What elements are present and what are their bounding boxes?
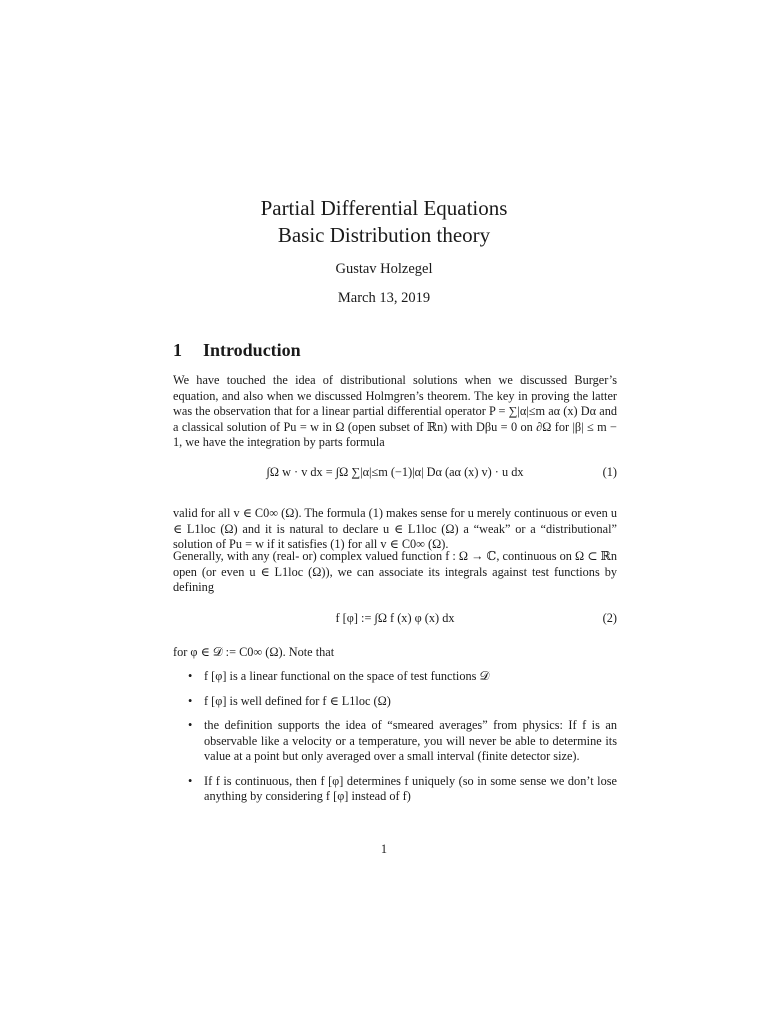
paragraph-3: Generally, with any (real- or) complex valued function f : Ω → ℂ, continuous on Ω ⊂ ℝn open (or even u ∈ L1loc (Ω)), we can associate its integrals against test functions by defining [173,549,617,594]
bullet-list [188,669,617,814]
list-item [188,774,617,805]
page-number: 1 [380,842,388,856]
equation-1-body: ∫Ω w · v dx = ∫Ω ∑|α|≤m (−1)|α| Dα (aα (x) v) · u dx [266,465,524,479]
author: Gustav Holzegel [335,261,433,277]
list-item-text: If f is continuous, then f [φ] determines f uniquely (so in some sense we don’t lose anything by considering f [φ] instead of f) [204,773,617,803]
title-line-1: Partial Differential Equations [260,196,508,220]
list-item-text: the definition supports the idea of “smeared averages” from physics: If f is an observable like a velocity or a temperature, you will never be able to determine its value at a point but only averaged over a small interval (finite detector size). [204,718,617,763]
equation-2 [173,605,617,635]
equation-1 [173,455,617,495]
section-number: 1 [173,340,182,360]
bullet-icon: • [188,773,193,788]
paragraph-4: for φ ∈ 𝒟 := C0∞ (Ω). Note that [173,645,335,659]
list-item-text: f [φ] is well defined for f ∈ L1loc (Ω) [204,693,391,708]
list-item [188,669,617,685]
title-line-2: Basic Distribution theory [277,223,491,247]
bullet-icon: • [188,718,193,732]
equation-2-body: f [φ] := ∫Ω f (x) φ (x) dx [335,611,455,625]
section-title: Introduction [203,340,301,360]
equation-1-tag: (1) [602,465,617,479]
list-item-text: f [φ] is a linear functional on the space of test functions 𝒟 [204,669,490,683]
list-item [188,694,617,710]
paragraph-1: We have touched the idea of distributional solutions when we discussed Burger’s equation, and also when we discussed Holmgren’s theorem. The key in proving the latter was the observation that for a linear partial differential operator P = ∑|α|≤m aα (x) Dα and a classical solution of Pu = w in Ω (open subset of ℝn) with Dβu = 0 on ∂Ω for |β| ≤ m − 1, we have the integration by parts formula [173,373,617,449]
list-item [188,718,617,765]
date: March 13, 2019 [337,290,431,306]
paragraph-2: valid for all v ∈ C0∞ (Ω). The formula (1) makes sense for u merely continuous or even u ∈ L1loc (Ω) and it is natural to declare u ∈ L1loc (Ω) a “weak” or a “distributional” solution of Pu = w if it satisfies (1) for all v ∈ C0∞ (Ω). [173,506,617,551]
bullet-icon: • [188,693,193,708]
equation-2-tag: (2) [602,611,617,625]
section-heading [173,340,301,361]
bullet-icon: • [188,669,193,683]
